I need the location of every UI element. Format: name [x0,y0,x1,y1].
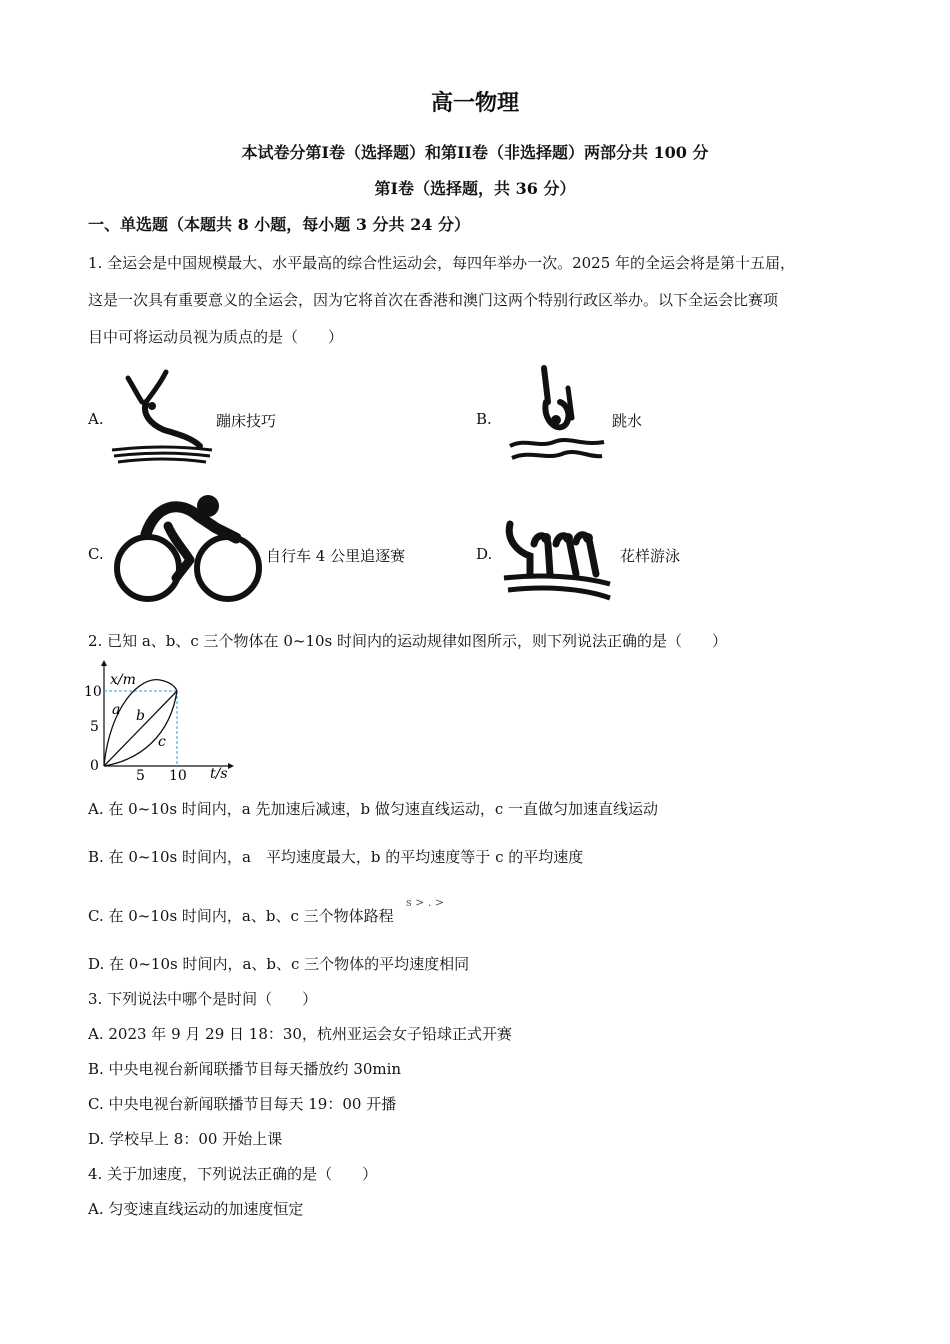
part-heading: 第I卷（选择题，共 36 分） [374,179,576,198]
diving-icon [506,362,608,466]
cycling-icon [112,490,264,604]
q1-option-d-letter: D. [476,545,493,563]
y-tick-5: 5 [90,719,99,735]
page-title: 高一物理 [430,90,519,116]
q3-option-d: D. 学校早上 8：00 开始上课 [88,1130,283,1148]
q1-option-d-label: 花样游泳 [620,547,681,565]
q2-option-b: B. 在 0~10s 时间内，a 平均速度最大，b 的平均速度等于 c 的平均速度 [88,848,584,866]
q2-option-c-formula: s > . > [406,896,445,909]
q1-line3: 目中可将运动员视为质点的是（ ） [88,328,344,346]
curve-label-b: b [136,708,145,724]
trampoline-icon [108,366,214,466]
synchronized-swimming-icon [500,518,616,604]
q2-option-d: D. 在 0~10s 时间内，a、b、c 三个物体的平均速度相同 [88,955,470,973]
q2-option-a: A. 在 0~10s 时间内，a 先加速后减速，b 做匀速直线运动，c 一直做匀加速直线运动 [88,800,659,818]
q4-option-a: A. 匀变速直线运动的加速度恒定 [88,1200,304,1218]
q1-option-c-label: 自行车 4 公里追逐赛 [266,547,406,565]
y-tick-10: 10 [84,684,102,700]
q1-line2: 这是一次具有重要意义的全运会，因为它将首次在香港和澳门这两个特别行政区举办。以下全运会比赛项 [88,291,779,309]
q1-line1: 1. 全运会是中国规模最大、水平最高的综合性运动会，每四年举办一次。2025 年的全运会将是第十五届， [88,254,796,272]
xt-graph [80,656,240,784]
section-heading: 一、单选题（本题共 8 小题，每小题 3 分共 24 分） [88,215,470,234]
curve-label-c: c [158,734,166,750]
q2-stem: 2. 已知 a、b、c 三个物体在 0~10s 时间内的运动规律如图所示，则下列说法正确的是（ ） [88,632,727,650]
q1-option-b-letter: B. [476,410,492,428]
exam-subtitle: 本试卷分第I卷（选择题）和第II卷（非选择题）两部分共 100 分 [241,143,709,162]
q3-option-b: B. 中央电视台新闻联播节目每天播放约 30min [88,1060,402,1078]
curve-label-a: a [112,702,121,718]
q3-option-c: C. 中央电视台新闻联播节目每天 19：00 开播 [88,1095,397,1113]
q1-option-c-letter: C. [88,545,104,563]
y-tick-0: 0 [90,758,99,774]
q4-stem: 4. 关于加速度，下列说法正确的是（ ） [88,1165,378,1183]
x-tick-5: 5 [136,768,145,784]
q3-stem: 3. 下列说法中哪个是时间（ ） [88,990,318,1008]
q1-option-a-label: 蹦床技巧 [216,412,277,430]
y-axis-label: x/m [110,672,136,688]
q2-option-c: C. 在 0~10s 时间内，a、b、c 三个物体路程 [88,907,394,925]
q1-option-b-label: 跳水 [612,412,643,430]
x-axis-label: t/s [210,766,228,782]
q1-option-a-letter: A. [88,410,104,428]
x-tick-10: 10 [169,768,187,784]
q3-option-a: A. 2023 年 9 月 29 日 18：30，杭州亚运会女子铅球正式开赛 [88,1025,512,1043]
